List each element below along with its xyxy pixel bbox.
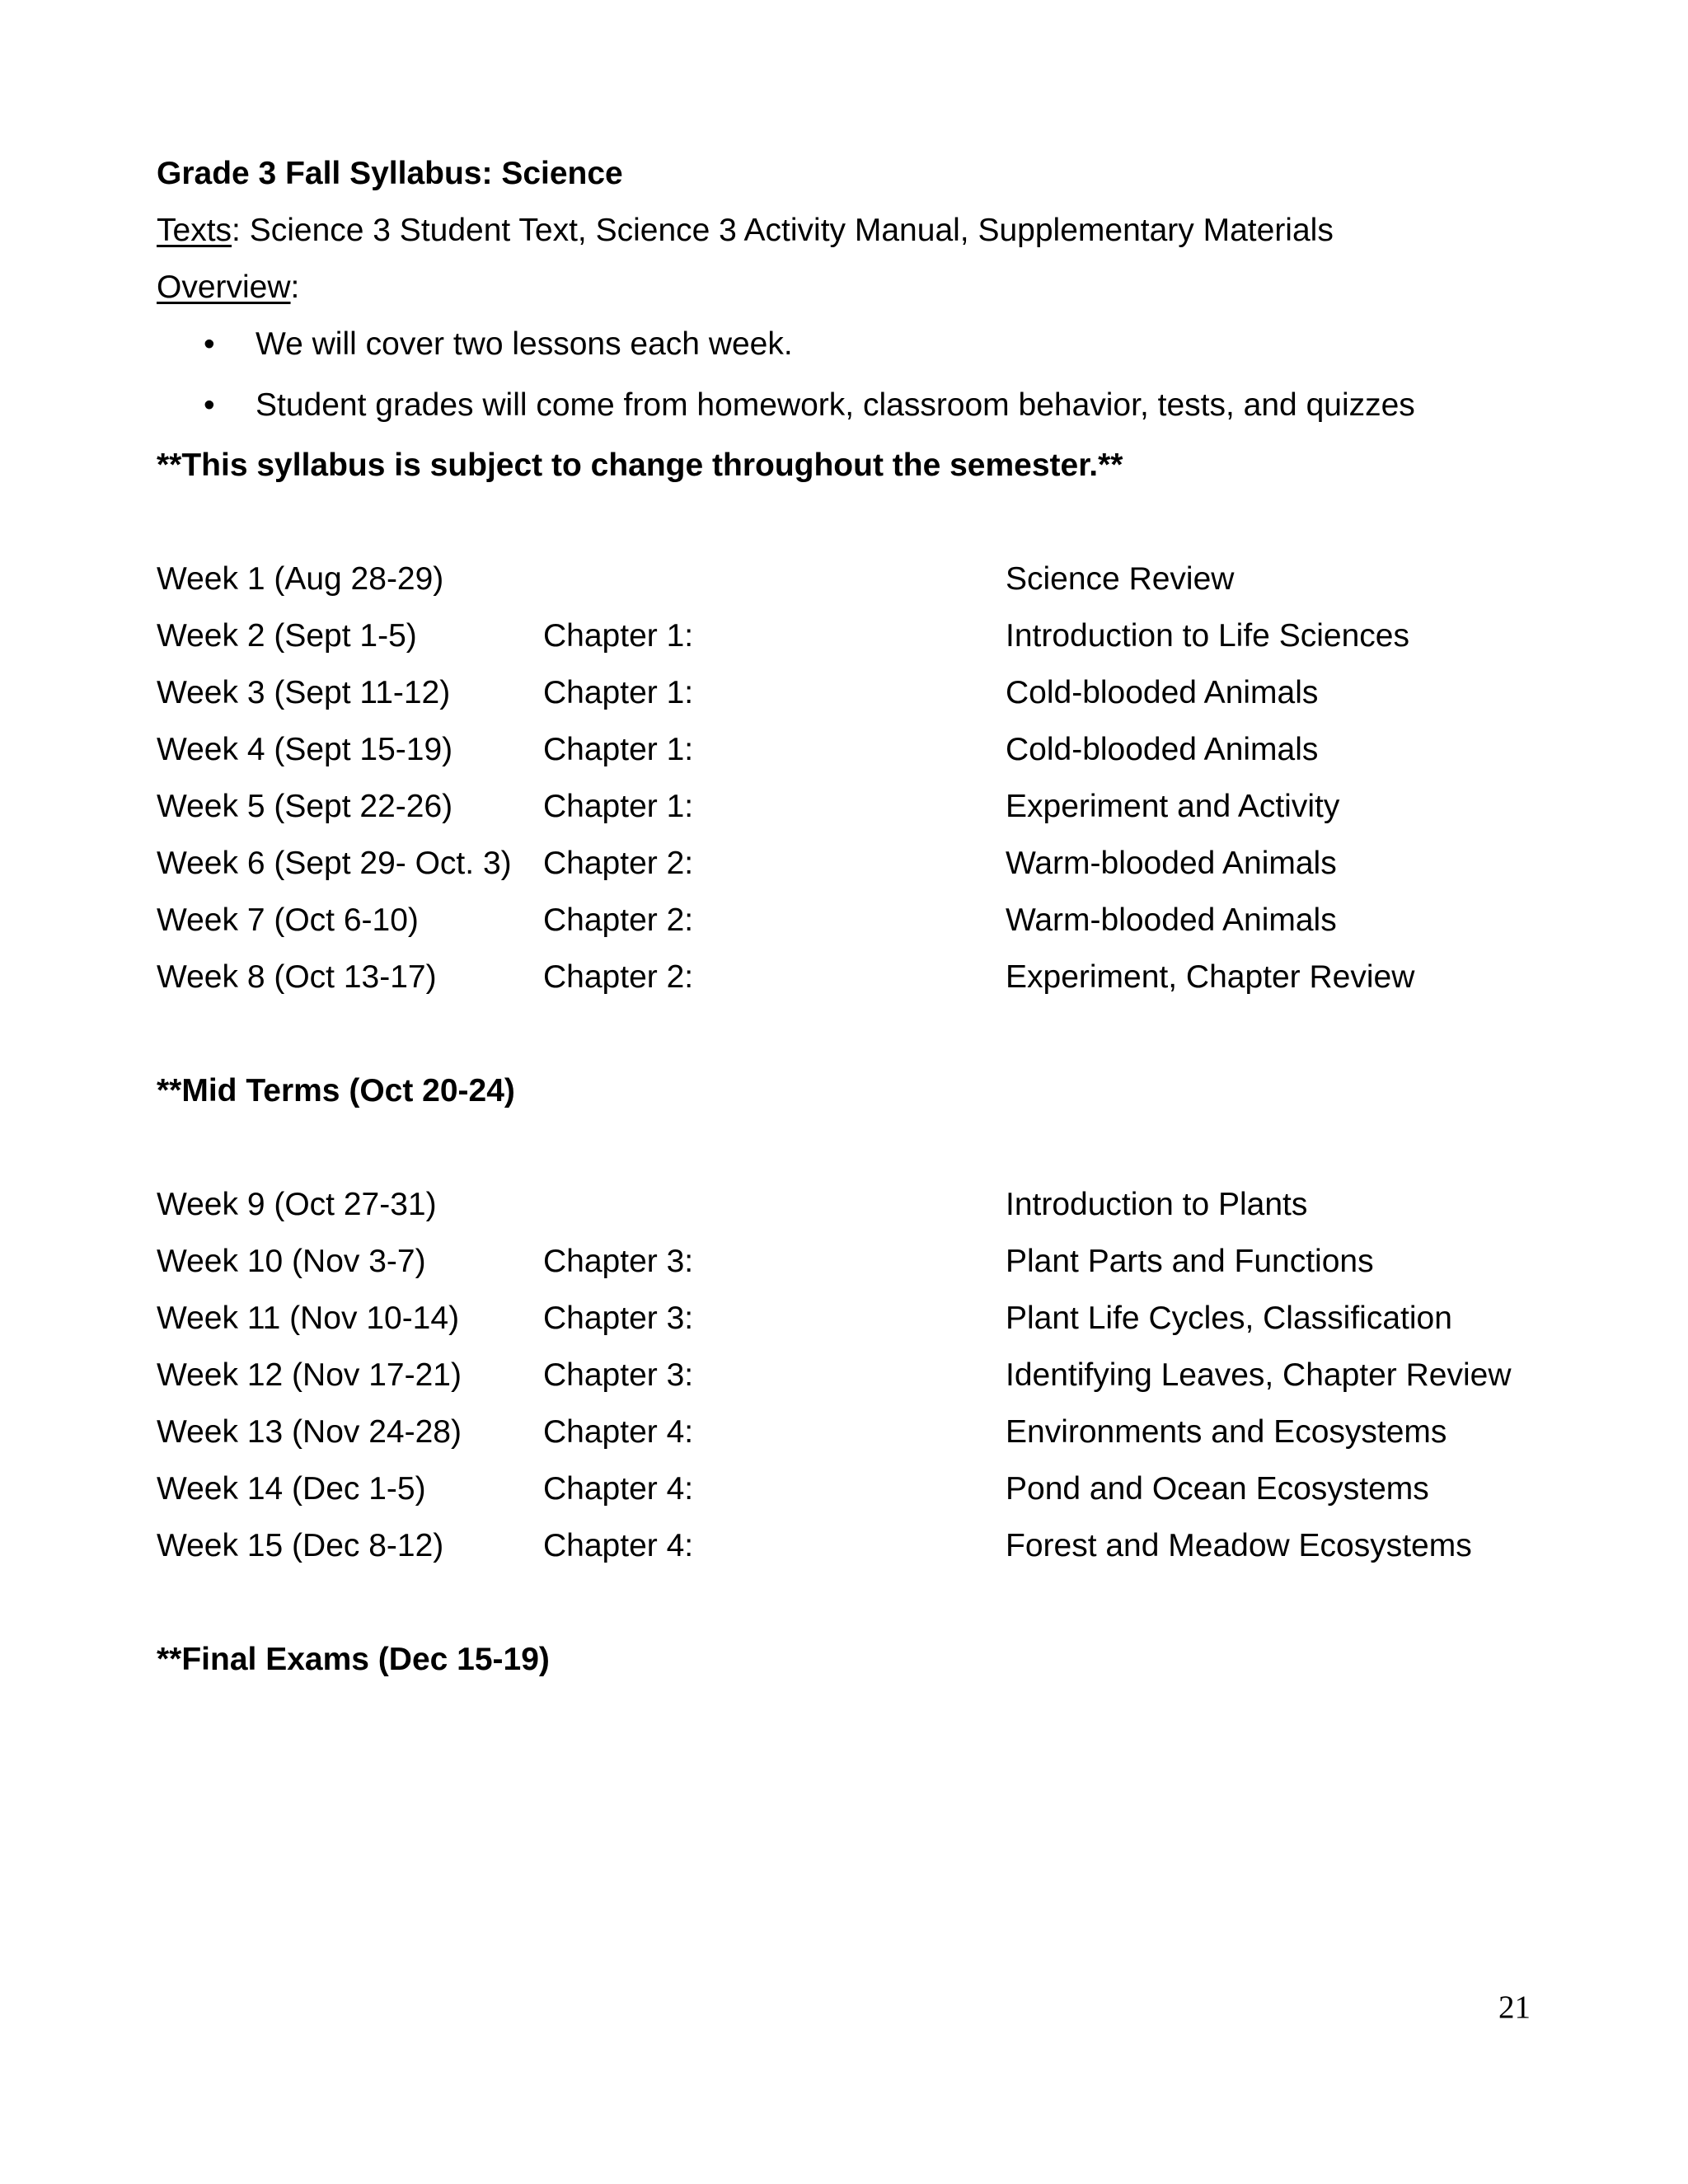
chapter-cell: Chapter 2: [543,902,694,938]
week-cell: Week 13 (Nov 24-28) [157,1414,462,1450]
week-cell: Week 7 (Oct 6-10) [157,902,419,938]
texts-label: Texts [157,213,232,248]
week-cell: Week 11 (Nov 10-14) [157,1301,460,1336]
schedule-row [0,1473,1688,1530]
schedule-row [0,904,1688,961]
topic-cell: Warm-blooded Animals [1006,846,1337,881]
overview-heading [157,271,299,303]
topic-cell: Plant Life Cycles, Classification [1006,1301,1452,1336]
topic-cell: Pond and Ocean Ecosystems [1006,1471,1429,1507]
topic-cell: Experiment, Chapter Review [1006,959,1415,995]
topic-cell: Introduction to Plants [1006,1187,1308,1222]
overview-colon: : [290,269,300,305]
week-cell: Week 10 (Nov 3-7) [157,1244,426,1279]
schedule-row [0,1359,1688,1416]
page-number: 21 [1498,1990,1531,2025]
schedule-row [0,733,1688,790]
overview-label: Overview [157,269,291,305]
schedule-row [0,1416,1688,1473]
chapter-cell: Chapter 2: [543,846,694,881]
overview-item-text: Student grades will come from homework, classroom behavior, tests, and quizzes [256,387,1415,423]
topic-cell: Experiment and Activity [1006,789,1340,824]
chapter-cell: Chapter 2: [543,959,694,995]
schedule-row [0,847,1688,904]
chapter-cell: Chapter 4: [543,1414,694,1450]
week-cell: Week 2 (Sept 1-5) [157,618,417,654]
bullet-icon: • [204,387,215,423]
chapter-cell: Chapter 1: [543,618,694,654]
chapter-cell: Chapter 3: [543,1357,694,1393]
week-cell: Week 8 (Oct 13-17) [157,959,437,995]
week-cell: Week 9 (Oct 27-31) [157,1187,437,1222]
midterms-heading: **Mid Terms (Oct 20-24) [157,1073,515,1108]
bullet-icon: • [204,326,215,362]
topic-cell: Plant Parts and Functions [1006,1244,1374,1279]
topic-cell: Warm-blooded Animals [1006,902,1337,938]
week-cell: Week 14 (Dec 1-5) [157,1471,426,1507]
schedule-row [0,1530,1688,1586]
schedule-row [0,563,1688,620]
topic-cell: Identifying Leaves, Chapter Review [1006,1357,1512,1393]
schedule-row [0,620,1688,677]
topic-cell: Science Review [1006,561,1235,597]
schedule-row [0,1188,1688,1245]
schedule-row [0,1302,1688,1359]
schedule-row [0,1245,1688,1302]
week-cell: Week 6 (Sept 29- Oct. 3) [157,846,512,881]
week-cell: Week 15 (Dec 8-12) [157,1528,444,1563]
topic-cell: Introduction to Life Sciences [1006,618,1409,654]
topic-cell: Cold-blooded Animals [1006,732,1319,767]
schedule-row [0,961,1688,1018]
week-cell: Week 12 (Nov 17-21) [157,1357,462,1393]
change-notice: **This syllabus is subject to change throughout the semester.** [157,448,1123,483]
chapter-cell: Chapter 4: [543,1471,694,1507]
topic-cell: Forest and Meadow Ecosystems [1006,1528,1472,1563]
finals-heading: **Final Exams (Dec 15-19) [157,1642,550,1677]
topic-cell: Cold-blooded Animals [1006,675,1319,710]
week-cell: Week 5 (Sept 22-26) [157,789,453,824]
chapter-cell: Chapter 1: [543,789,694,824]
texts-line [157,214,1334,246]
chapter-cell: Chapter 1: [543,732,694,767]
schedule-row [0,790,1688,847]
week-cell: Week 4 (Sept 15-19) [157,732,453,767]
page-title: Grade 3 Fall Syllabus: Science [157,156,623,191]
week-cell: Week 1 (Aug 28-29) [157,561,444,597]
week-cell: Week 3 (Sept 11-12) [157,675,451,710]
texts-value: : Science 3 Student Text, Science 3 Activity Manual, Supplementary Materials [232,213,1334,248]
topic-cell: Environments and Ecosystems [1006,1414,1447,1450]
overview-item-text: We will cover two lessons each week. [256,326,793,362]
chapter-cell: Chapter 1: [543,675,694,710]
chapter-cell: Chapter 3: [543,1244,694,1279]
chapter-cell: Chapter 4: [543,1528,694,1563]
schedule-row [0,677,1688,733]
chapter-cell: Chapter 3: [543,1301,694,1336]
